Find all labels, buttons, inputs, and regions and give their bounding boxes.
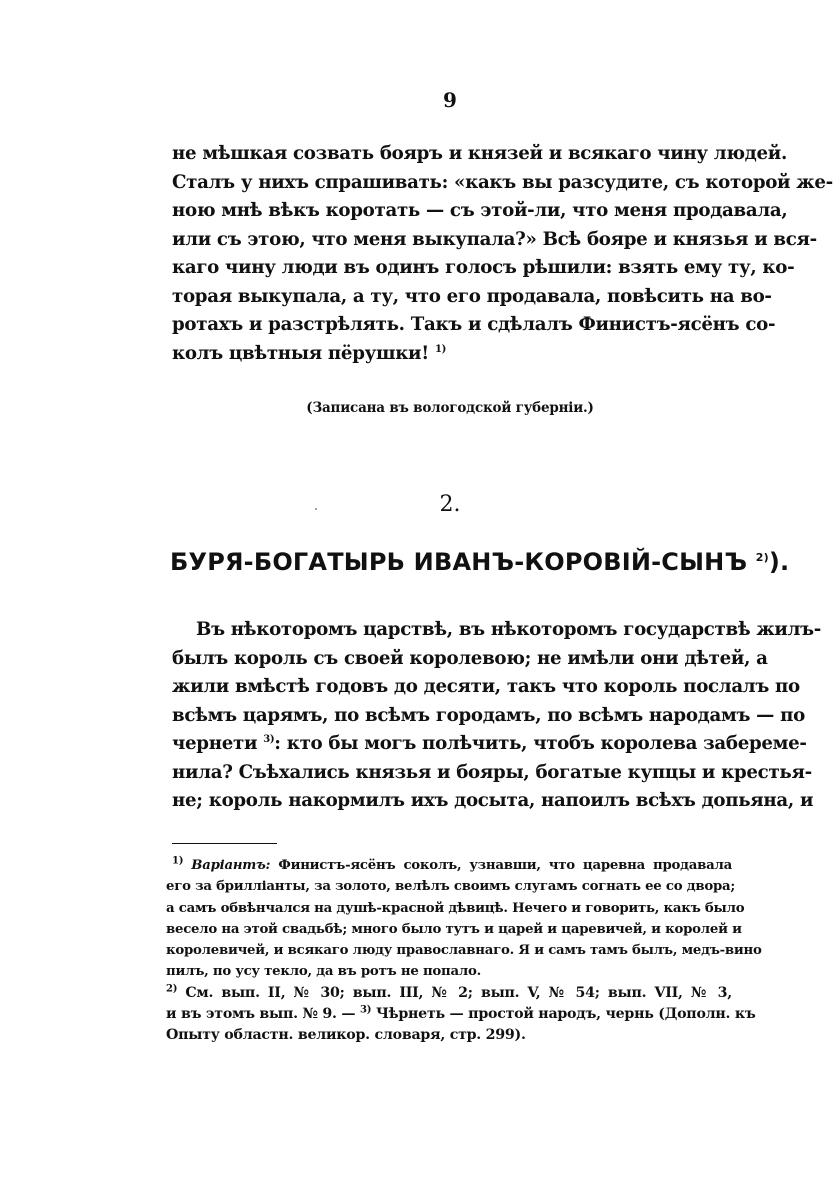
footnote-3-line: Опыту областн. великор. словаря, стр. 299). [166,1027,526,1044]
text-line: жили вмѣстѣ годовъ до десяти, такъ что король послалъ по [172,676,800,697]
text-line: былъ король съ своей королевою; не имѣли они дѣтей, а [172,647,768,669]
text-line: ротахъ и разстрѣлять. Такъ и сдѣлалъ Финистъ-ясёнъ со- [172,314,776,335]
footnote-text: См. вып. II, № 30; вып. III, № 2; вып. V, № 54; вып. VII, № 3, [185,984,732,1001]
footnote-2-line [166,983,732,1004]
footnote-text: Чѣрнеть — простой народъ, чернь (Дополн. къ [375,1006,756,1023]
footnote-marker: 3) [360,1004,372,1016]
story-1-ending-paragraph [172,140,833,368]
text-segment: : кто бы могъ полѣчить, чтобъ королева забереме- [274,733,807,754]
text-line: не мѣшкая созвать бояръ и князей и всякаго чину людей. [172,143,787,164]
tale-title [170,548,790,576]
tale-title-text: БУРЯ-БОГАТЫРЬ ИВАНЪ-КОРОВІЙ-СЫНЪ [170,548,748,576]
text-line: всѣмъ царямъ, по всѣмъ городамъ, по всѣмъ народамъ — по [172,704,805,726]
text-line: ною мнѣ вѣкъ коротать — съ этой-ли, что меня продавала, [172,200,788,221]
tale-number: 2. [439,492,461,517]
page-number: 9 [443,88,457,112]
text-line: торая выкупала, а ту, что его продавала, повѣсить на во- [172,285,772,307]
tale-title-end: ). [768,548,790,576]
footnote-text: и въ этомъ вып. № 9. — [166,1006,356,1023]
footnote-marker: 2) [166,983,178,995]
footnote-marker: 2) [755,551,769,564]
footnote-text: Финистъ-ясёнъ соколъ, узнавши, что царевна продавала [278,858,732,873]
text-line: нила? Съѣхались князья и бояры, богатые купцы и крестья- [172,761,812,783]
text-line-last [172,340,732,369]
footnote-1-line: королевичей, и всякаго люду православнаго. Я и самъ тамъ былъ, медъ-вино [166,943,762,959]
footnote-1-line: его за брилліанты, за золото, велѣлъ своимъ слугамъ согнать ее со двора; [166,879,736,895]
text-line: Въ нѣкоторомъ царствѣ, въ нѣкоторомъ государствѣ жилъ- [196,619,822,640]
source-note: (Записана въ вологодской губерніи.) [306,400,594,416]
footnote-marker: 1) [172,855,184,867]
footnote-marker: 3) [263,733,275,745]
text-line: каго чину люди въ одинъ голосъ рѣшили: взять ему ту, ко- [172,257,795,278]
footnote-2-3-line [166,1004,756,1025]
footnote-1-line: пилъ, по усу текло, да въ ротъ не попало. [166,964,482,980]
text-line: Сталъ у нихъ спрашивать: «какъ вы разсудите, съ которой же- [172,171,833,193]
footnote-1-line: а самъ обвѣнчался на душѣ-красной дѣвицѣ. Нечего и говорить, какъ было [166,900,745,916]
footnote-variant-label: Варіантъ: [191,858,271,873]
text-line [172,730,807,759]
footnotes [166,855,762,1047]
text-segment: чернети [172,733,258,754]
footnote-1-line: весело на этой свадьбѣ; много было тутъ и царей и царевичей, и королей и [166,921,742,937]
footnote-1-line [166,855,732,876]
text-line: или съ этою, что меня выкупала?» Всѣ бояре и князья и вся- [172,228,817,250]
text-line: не; король накормилъ ихъ досыта, напоилъ всѣхъ допьяна, и [172,790,814,811]
footnote-separator [172,843,277,844]
footnote-marker: 1) [434,343,447,355]
text-line-content: колъ цвѣтныя пёрушки! [172,342,429,364]
story-2-opening-paragraph [172,616,822,816]
